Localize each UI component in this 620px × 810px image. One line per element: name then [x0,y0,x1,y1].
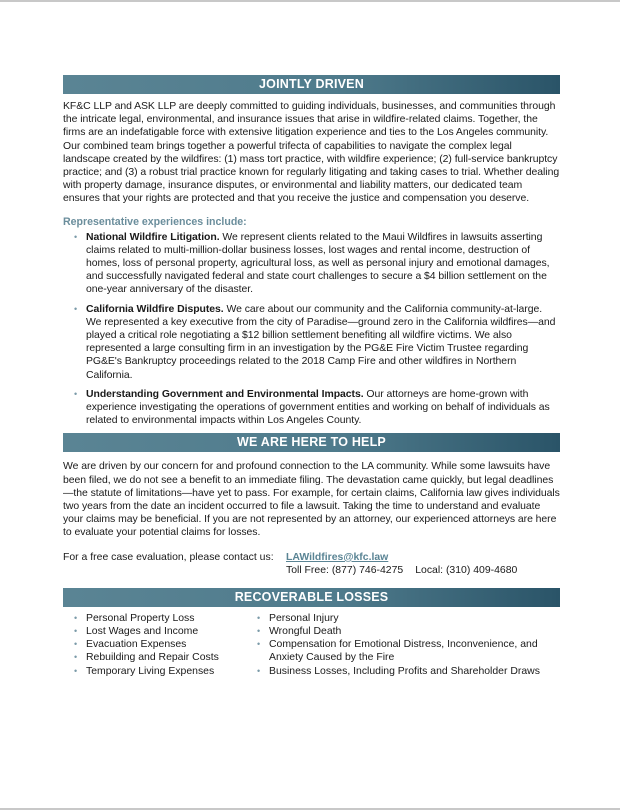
toll-free-number: Toll Free: (877) 746-4275 [286,564,404,576]
contact-block [63,551,560,581]
contact-label: For a free case evaluation, please contact us: [63,551,274,563]
bullet-icon: • [257,639,261,650]
phone-numbers [286,564,517,577]
loss-label: Personal Property Loss [86,612,195,624]
bullet-icon: • [257,625,261,636]
bullet-icon: • [74,639,78,650]
loss-item [246,612,556,625]
losses-right-column [246,612,556,678]
loss-item [63,612,246,625]
loss-label: Evacuation Expenses [86,639,187,651]
email-link[interactable]: LAWildfires@kfc.law [286,551,389,563]
loss-item [63,638,246,651]
bullet-icon: • [74,303,78,314]
experiences-list [63,231,560,428]
bullet-icon: • [74,231,78,242]
loss-label: Lost Wages and Income [86,625,199,637]
loss-label: Business Losses, Including Profits and Shareholder Draws [269,665,540,677]
experience-text: We represent clients related to the Maui Wildfires in lawsuits asserting claims related to multi-million-dollar business losses, lost wages and rental income, destruction of homes, loss of personal property, agricultural loss, as well as personal injury and emotional damages, and successfully navigated federal and state court challenges to secure a $4 billion settlement on the one-year anniversary of the disaster. [86,231,550,296]
document-page [63,75,560,678]
bullet-icon: • [74,652,78,663]
bullet-icon: • [257,612,261,623]
loss-label: Personal Injury [269,612,339,624]
experience-item [63,303,560,382]
experience-title: Understanding Government and Environmental Impacts. [86,388,364,400]
experience-text: We care about our community and the California community-at-large. We represented a key executive from the city of Paradise—ground zero in the California wildfires—and played a critical role negotiating a $12 billion settlement benefiting all wildfire victims. We also represented a large consulting firm in an investigation by the PG&E Fire Victim Trustee regarding PG&E's Bankruptcy proceedings related to the 2018 Camp Fire and other wildfires in Northern California. [86,303,556,381]
section-header-jointly-driven: JOINTLY DRIVEN [63,75,560,94]
loss-item [63,665,246,678]
loss-item [246,638,556,664]
bullet-icon: • [74,388,78,399]
bullet-icon: • [74,665,78,676]
bullet-icon: • [74,625,78,636]
recoverable-losses-lists [63,612,560,678]
loss-item [246,665,556,678]
experience-text: Our attorneys are home-grown with experience investigating the operations of government entities and working on behalf of individuals as related to environmental impacts within Los Angeles County. [86,388,550,427]
loss-item [63,625,246,638]
bullet-icon: • [257,665,261,676]
section-header-here-to-help: WE ARE HERE TO HELP [63,433,560,452]
local-number: Local: (310) 409-4680 [415,564,518,576]
here-to-help-paragraph: We are driven by our concern for and profound connection to the LA community. While some lawsuits have been filed, we do not see a benefit to an immediate filing. The devastation came quickly, but legal deadlines—the statute of limitations—have yet to pass. For example, for certain claims, California law gives individuals two years from the date an incident occurred to file a lawsuit. Taking the time to understand and evaluate your claims may be beneficial. If you are not represented by an attorney, our experienced attorneys are here to evaluate your potential claims for losses. [63,461,560,539]
bullet-icon: • [74,612,78,623]
experience-item [63,388,560,428]
loss-label: Temporary Living Expenses [86,665,215,677]
loss-label: Compensation for Emotional Distress, Inconvenience, and Anxiety Caused by the Fire [269,639,538,664]
experience-title: National Wildfire Litigation. [86,231,220,243]
losses-left-column [63,612,246,678]
experience-title: California Wildfire Disputes. [86,303,224,315]
representative-experiences-subheading: Representative experiences include: [63,215,247,228]
loss-item [63,651,246,664]
loss-label: Wrongful Death [269,625,342,637]
loss-label: Rebuilding and Repair Costs [86,652,219,664]
page-top-border [0,0,620,2]
experience-item [63,231,560,297]
section-header-recoverable-losses: RECOVERABLE LOSSES [63,588,560,607]
loss-item [246,625,556,638]
jointly-driven-paragraph: KF&C LLP and ASK LLP are deeply committed to guiding individuals, businesses, and communities through the intricate legal, environmental, and insurance issues that arise in wildfire-related claims. Together, the firms are an indefatigable force with extensive litigation experience and ties to the Los Angeles community. Our combined team brings together a powerful trifecta of capabilities to navigate the complex legal landscape created by the wildfires: (1) mass tort practice, with wildfire experience; (2) full-service bankruptcy practice; and (3) a robust trial practice known for regularly litigating and taking cases to trial. Whether dealing with property damage, insurance disputes, or environmental and liability matters, our dedicated team ensures that your rights are protected and that you receive the justice and compensation you deserve. [63,101,560,205]
